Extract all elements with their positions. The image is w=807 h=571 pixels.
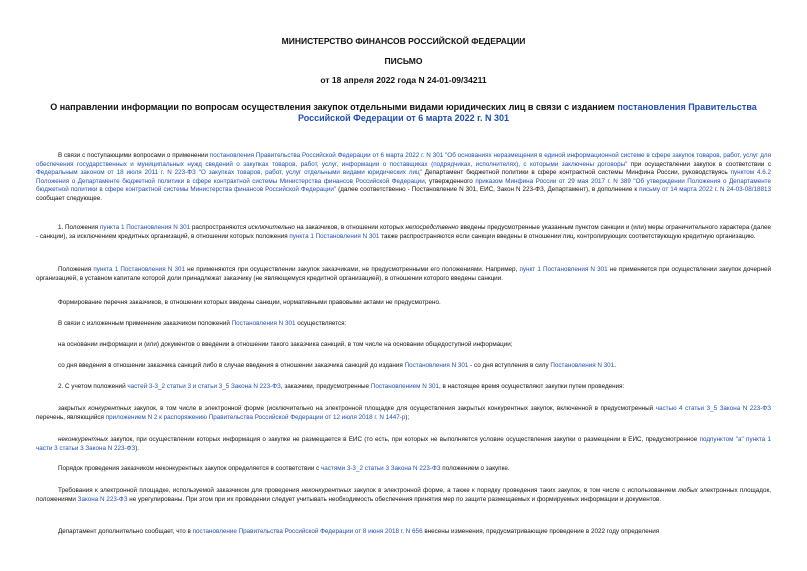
text-run: также распространяются если санкции введены в отношении лиц, контролирующих соответствующую кредитную организацию. (379, 232, 756, 240)
text-run: не урегулированы. При этом при их проведении следует учитывать необходимость обеспечения принятия мер по защите размещаемых и формируемых информации и документов. (127, 495, 662, 503)
text-run: введены предусмотренные указанным пунктом санкции и (или) меры ограничительного характера (далее - санкции), за исключением кредитных организаций, в отношении которых положения (36, 224, 772, 240)
emphasis: непосредственно (405, 224, 459, 231)
paragraph-requirements (36, 487, 771, 504)
text-run: сообщает следующее. (36, 194, 103, 202)
subject-link[interactable]: постановления Правительства Российской Федерации от 6 марта 2022 г. N 301 (297, 102, 757, 123)
document-date-number: от 18 апреля 2022 года N 24-01-09/34211 (320, 75, 487, 85)
link-decree-301[interactable]: Постановления N 301 (231, 320, 296, 327)
text-run: В связи с поступающими вопросами о применении (58, 152, 210, 159)
text-run: распространяются (190, 224, 249, 231)
text-run: положением о закупке. (440, 465, 510, 472)
text-run: 1. Положения (58, 224, 101, 231)
paragraph-item-1 (36, 224, 771, 241)
text-run: осуществляется: (295, 320, 347, 327)
link-decree-301[interactable]: Постановления N 301 (550, 362, 615, 369)
text-run: не применяется при осуществлении закупок дочерней организацией, в уставном капитале которой доли принадлежат заказчику (не являющемуся кредитной организацией), в отношении которого введены санкции. (36, 266, 772, 282)
text-run: электронных площадок, положениями (36, 487, 771, 503)
link-order-389[interactable]: приказом Минфина России от 29 мая 2017 г. N 389 "Об утверждении Положения о Департаменте бюджетной политики в сфере контрактной системы Министерства финансов Российской Федерации" (36, 177, 771, 194)
emphasis: исключительно (248, 224, 295, 231)
link-item-1-decree[interactable]: пункта 1 Постановления N 301 (289, 232, 380, 240)
link-decree-301[interactable]: Постановлением N 301 (370, 383, 440, 390)
paragraph-not-applied (36, 266, 771, 283)
link-parts-3-article-3[interactable]: частей 3-3_2 статьи 3 и статьи 3_5 Закона N 223-ФЗ (127, 383, 281, 390)
link-law-223[interactable]: Закона N 223-ФЗ (77, 495, 128, 503)
text-run: Порядок проведения заказчиком неконкурентных закупок определяется в соответствии с (58, 465, 322, 472)
paragraph-item-2 (36, 383, 771, 392)
text-run: , заказчики, предусмотренные (280, 383, 371, 390)
text-run: ). (135, 444, 140, 452)
text-run: Требования к электронной площадке, используемой заказчиком для проведения (58, 487, 302, 494)
text-run: - со дня вступления в силу (468, 362, 551, 369)
text-run: Положения (58, 266, 94, 273)
document-subject (40, 102, 767, 124)
text-run: со дня введения в отношении заказчика санкций либо в случае введения в отношении заказчика санкций до издания (58, 362, 405, 369)
text-run: закупок, при осуществлении которых информация о закупке не размещается в ЕИС (то есть, при которых не выполняется условие осуществления закупки о размещении в ЕИС, предусмотренное (108, 436, 700, 443)
link-subitem-a[interactable]: подпунктом "а" пункта 1 части 3 статьи 3 Закона N 223-ФЗ (36, 436, 771, 452)
text-run: В связи с изложенным применение заказчиком положений (58, 320, 232, 327)
text-run: на заказчиков, в отношении которых (294, 224, 406, 231)
text-run: ); (405, 413, 410, 421)
text-run: 2. С учетом положений (58, 383, 128, 390)
link-decree-301[interactable]: Постановления N 301 (404, 362, 469, 369)
subject-text: О направлении информации по вопросам осуществления закупок отдельными видами юридических лиц в связи с изданием (50, 102, 618, 112)
link-decree-656[interactable]: постановление Правительства Российской Федерации от 8 июня 2018 г. N 656 (192, 528, 423, 535)
paragraph-effective-date (36, 362, 771, 371)
link-regulation-4-6-2[interactable]: пунктом 4.6.2 Положения о Департаменте бюджетной политики в сфере контрактной системы Министерства финансов Российской Федерации (36, 169, 771, 185)
ministry-title: МИНИСТЕРСТВО ФИНАНСОВ РОССИЙСКОЙ ФЕДЕРАЦИИ (281, 36, 526, 46)
text-run: не применяются при осуществлении закупок заказчиками, не предусмотренными его положениями. Например, (185, 266, 520, 273)
text-run: . (614, 362, 616, 369)
paragraph-application (36, 320, 771, 329)
paragraph-closed-competitive (36, 405, 771, 422)
emphasis: любых (678, 487, 698, 494)
emphasis: неконкурентных (58, 436, 108, 443)
text-run: закупок в электронной форме, а также к порядку проведения таких закупок, в том числе с использованием (351, 487, 679, 494)
paragraph-basis: на основании информации и (или) документов о введении в отношении такого заказчика санкций, в том числе на основании общедоступной информации; (58, 341, 513, 348)
text-run: , утвержденного (424, 177, 476, 185)
text-run: (далее соответственно - Постановление N 301, ЕИС, Закон N 223-ФЗ, Департамент), в дополнение к (336, 186, 640, 194)
paragraph-department-note (36, 528, 771, 537)
paragraph-intro (36, 152, 771, 204)
link-appendix-2-order-1447[interactable]: приложением N 2 к распоряжению Правительства Российской Федерации от 12 июля 2018 г. N 1447-р (105, 413, 406, 421)
text-run: при осуществлении закупок в соответствии с (627, 160, 771, 168)
link-decree-301-full[interactable]: постановления Правительства Российской Федерации от 6 марта 2022 г. N 301 "Об основаниях неразмещения в единой информационной системе в сфере закупок товаров, работ, услуг для обеспечения государственных и муниципальных нужд сведений о закупках товаров, работ, услуг, информации о поставщиках (подрядчиках, исполнителях), с которыми заключены договоры" (36, 152, 771, 168)
text-run: , в настоящее время осуществляют закупки путем проведения: (439, 383, 625, 390)
link-item-1-decree[interactable]: пункта 1 Постановления N 301 (100, 224, 191, 231)
link-federal-law-223[interactable]: Федеральным законом от 18 июля 2011 г. N 223-ФЗ "О закупках товаров, работ, услуг отдельными видами юридических лиц" (36, 169, 422, 177)
link-part-4-article-3-5[interactable]: частью 4 статьи 3_5 Закона N 223-ФЗ (655, 405, 771, 412)
emphasis: конкурентных (88, 405, 132, 412)
text-run: внесены изменения, предусматривающие проведение в 2022 году определения (422, 528, 660, 535)
text-run: закрытых (58, 405, 89, 412)
text-run: Департамент бюджетной политики в сфере контрактной системы Минфина России, руководствуясь (421, 169, 731, 177)
paragraph-customer-list: Формирование перечня заказчиков, в отношении которых введены санкции, нормативными правовыми актами не предусмотрено. (58, 299, 441, 306)
link-item-1-decree[interactable]: пункта 1 Постановления N 301 (93, 266, 185, 273)
text-run: перечень, являющийся (36, 413, 106, 421)
link-parts-3-article-3[interactable]: частями 3-3_2 статьи 3 Закона N 223-ФЗ (321, 465, 441, 472)
emphasis: неконкурентных (301, 487, 352, 494)
link-letter-18813[interactable]: письму от 14 марта 2022 г. N 24-03-08/18813 (639, 186, 772, 194)
text-run: закупок, в том числе в электронной форме (исключительно на электронной площадке для осуществления закрытых конкурентных закупок, включенной в предусмотренный (131, 405, 656, 412)
text-run: Департамент дополнительно сообщает, что в (58, 528, 193, 535)
paragraph-procedure (36, 465, 771, 474)
document-type: ПИСЬМО (384, 56, 423, 66)
link-item-1-decree[interactable]: пункт 1 Постановления N 301 (519, 266, 608, 273)
paragraph-non-competitive (36, 436, 771, 453)
